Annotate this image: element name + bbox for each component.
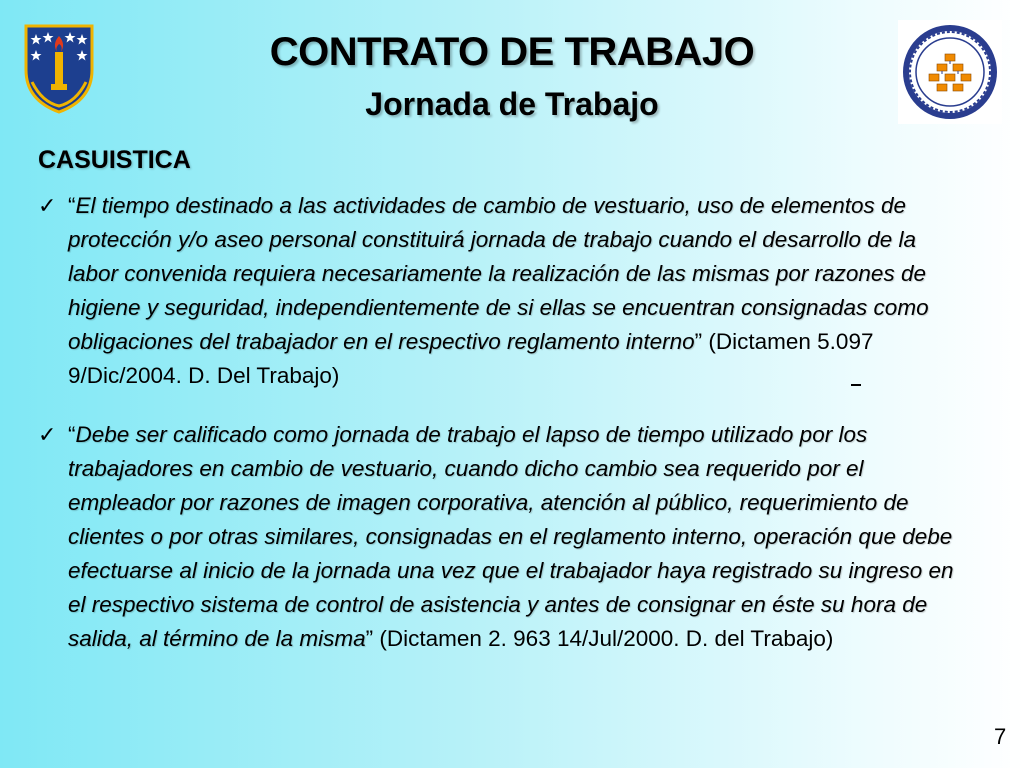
quote-open: “ bbox=[68, 193, 76, 218]
bullet-item bbox=[38, 189, 968, 393]
bullet-text bbox=[68, 189, 968, 393]
slide-subtitle: Jornada de Trabajo bbox=[365, 86, 659, 122]
slide-title: CONTRATO DE TRABAJO bbox=[269, 30, 755, 74]
quote-close: ” bbox=[694, 329, 703, 354]
citation: (Dictamen 5.097 9/Dic/2004. D. Del Trabajo) bbox=[68, 329, 874, 388]
check-icon: ✓ bbox=[38, 422, 57, 447]
bullet-item bbox=[38, 418, 968, 656]
citation: (Dictamen 2. 963 14/Jul/2000. D. del Trabajo) bbox=[373, 626, 834, 651]
bullet-text bbox=[68, 418, 968, 656]
stray-dash bbox=[851, 384, 861, 386]
quote-text: Debe ser calificado como jornada de trabajo el lapso de tiempo utilizado por los trabajadores en cambio de vestuario, cuando dicho cambio sea requerido por el empleador por razones de imagen corporativa, atención al público, requerimiento de clientes o por otras similares, consignadas en el reglamento interno, operación que debe efectuarse al inicio de la jornada una vez que el trabajador haya registrado su ingreso en el respectivo sistema de control de asistencia y antes de consignar en éste su hora de salida, al término de la misma bbox=[68, 422, 954, 651]
check-icon: ✓ bbox=[38, 193, 57, 218]
quote-open: “ bbox=[68, 422, 76, 447]
section-heading: CASUISTICA bbox=[38, 146, 191, 174]
quote-close: ” bbox=[365, 626, 374, 651]
quote-text: El tiempo destinado a las actividades de cambio de vestuario, uso de elementos de protección y/o aseo personal constituirá jornada de trabajo cuando el desarrollo de la labor convenida requiera necesariamente la realización de las mismas por razones de higiene y seguridad, independientemente de si ellas se encuentran consignadas como obligaciones del trabajador en el respectivo reglamento interno bbox=[68, 193, 929, 354]
page-number: 7 bbox=[994, 724, 1007, 749]
